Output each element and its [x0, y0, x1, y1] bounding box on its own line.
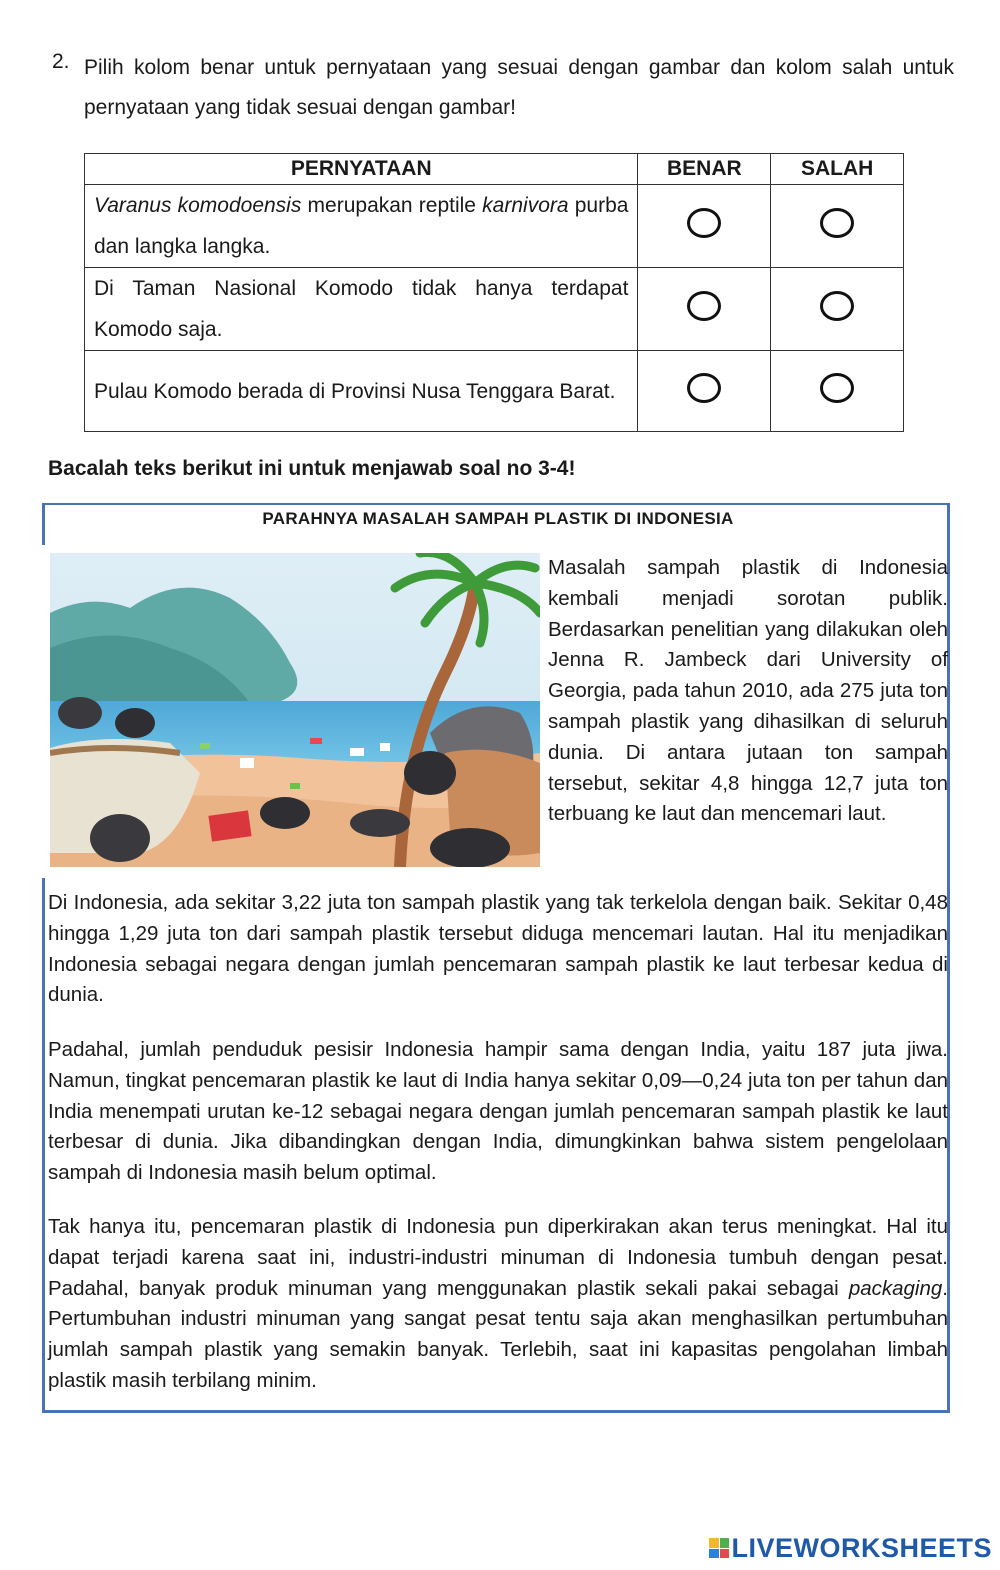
table-header-row	[85, 154, 904, 185]
article-paragraph-4	[48, 1212, 948, 1397]
statement-text: purba dan langka langka.	[94, 194, 629, 258]
liveworksheets-brand	[709, 1532, 992, 1564]
false-cell	[771, 351, 904, 432]
true-cell	[638, 351, 771, 432]
false-cell	[771, 185, 904, 268]
table-row	[85, 185, 904, 268]
false-radio-2[interactable]	[820, 291, 854, 321]
article-intro: Masalah sampah plastik di Indonesia kembali menjadi sorotan publik. Berdasarkan penelitian yang dilakukan oleh Jenna R. Jambeck dari University of Georgia, pada tahun 2010, ada 275 juta ton sampah plastik yang dihasilkan di seluruh dunia. Di antara jutaan ton sampah tersebut, sekitar 4,8 hingga 12,7 juta ton terbuang ke laut dan mencemari laut.	[548, 556, 948, 826]
statement-3: Pulau Komodo berada di Provinsi Nusa Tenggara Barat.	[85, 351, 638, 432]
statement-term: karnivora	[482, 194, 569, 217]
true-cell	[638, 268, 771, 351]
table-row	[85, 351, 904, 432]
true-cell	[638, 185, 771, 268]
question-text: Pilih kolom benar untuk pernyataan yang sesuai dengan gambar dan kolom salah untuk pernyataan yang tidak sesuai dengan gambar!	[84, 56, 954, 119]
header-false: SALAH	[771, 154, 904, 185]
statement-2: Di Taman Nasional Komodo tidak hanya terdapat Komodo saja.	[85, 268, 638, 351]
false-cell	[771, 268, 904, 351]
beach-pollution-illustration	[50, 553, 540, 867]
paragraph-4-italic: packaging	[848, 1276, 943, 1300]
frame-left-rule	[42, 878, 45, 1413]
true-radio-2[interactable]	[687, 291, 721, 321]
question-number: 2.	[52, 50, 70, 73]
statement-text: merupakan reptile	[301, 194, 483, 217]
statement-table	[84, 153, 904, 432]
header-statement: PERNYATAAN	[85, 154, 638, 185]
article-paragraph-3: Padahal, jumlah penduduk pesisir Indonesia hampir sama dengan India, yaitu 187 juta jiwa. Namun, tingkat pencemaran plastik ke laut di India hanya sekitar 0,09—0,24 juta ton per tahun dan India menempati urutan ke-12 sebagai negara dengan jumlah pencemaran sampah plastik ke laut terbesar di dunia. Jika dibandingkan dengan India, dimungkinkan bahwa sistem pengelolaan sampah di Indonesia masih belum optimal.	[48, 1038, 948, 1185]
brand-name: LIVEWORKSHEETS	[731, 1532, 992, 1563]
false-radio-3[interactable]	[820, 373, 854, 403]
true-radio-1[interactable]	[687, 208, 721, 238]
article-paragraph-2: Di Indonesia, ada sekitar 3,22 juta ton sampah plastik yang tak terkelola dengan baik. Sekitar 0,48 hingga 1,29 juta ton dari sampah plastik tersebut diduga mencemari lautan. Hal itu menjadikan Indonesia sebagai negara dengan jumlah pencemaran sampah plastik ke laut terbesar kedua di dunia.	[48, 891, 948, 1007]
true-radio-3[interactable]	[687, 373, 721, 403]
header-true: BENAR	[638, 154, 771, 185]
species-name: Varanus komodoensis	[94, 194, 302, 217]
article-title: PARAHNYA MASALAH SAMPAH PLASTIK DI INDONESIA	[262, 509, 734, 528]
paragraph-4-text: Tak hanya itu, pencemaran plastik di Indonesia pun diperkirakan akan terus meningkat. Hal itu dapat terjadi karena saat ini, industri-industri minuman di Indonesia tumbuh dengan pesat. Padahal, banyak produk minuman yang menggunakan plastik sekali pakai sebagai	[48, 1215, 948, 1300]
table-row	[85, 268, 904, 351]
reading-instruction: Bacalah teks berikut ini untuk menjawab soal no 3-4!	[48, 457, 576, 480]
false-radio-1[interactable]	[820, 208, 854, 238]
paragraph-4-text-end: . Pertumbuhan industri minuman yang sangat pesat tentu saja akan menghasilkan pertumbuhan jumlah sampah plastik yang semakin banyak. Terlebih, saat ini kapasitas pengolahan limbah plastik masih terbilang minim.	[48, 1276, 948, 1392]
statement-1	[85, 185, 638, 268]
liveworksheets-logo-icon	[709, 1538, 729, 1558]
